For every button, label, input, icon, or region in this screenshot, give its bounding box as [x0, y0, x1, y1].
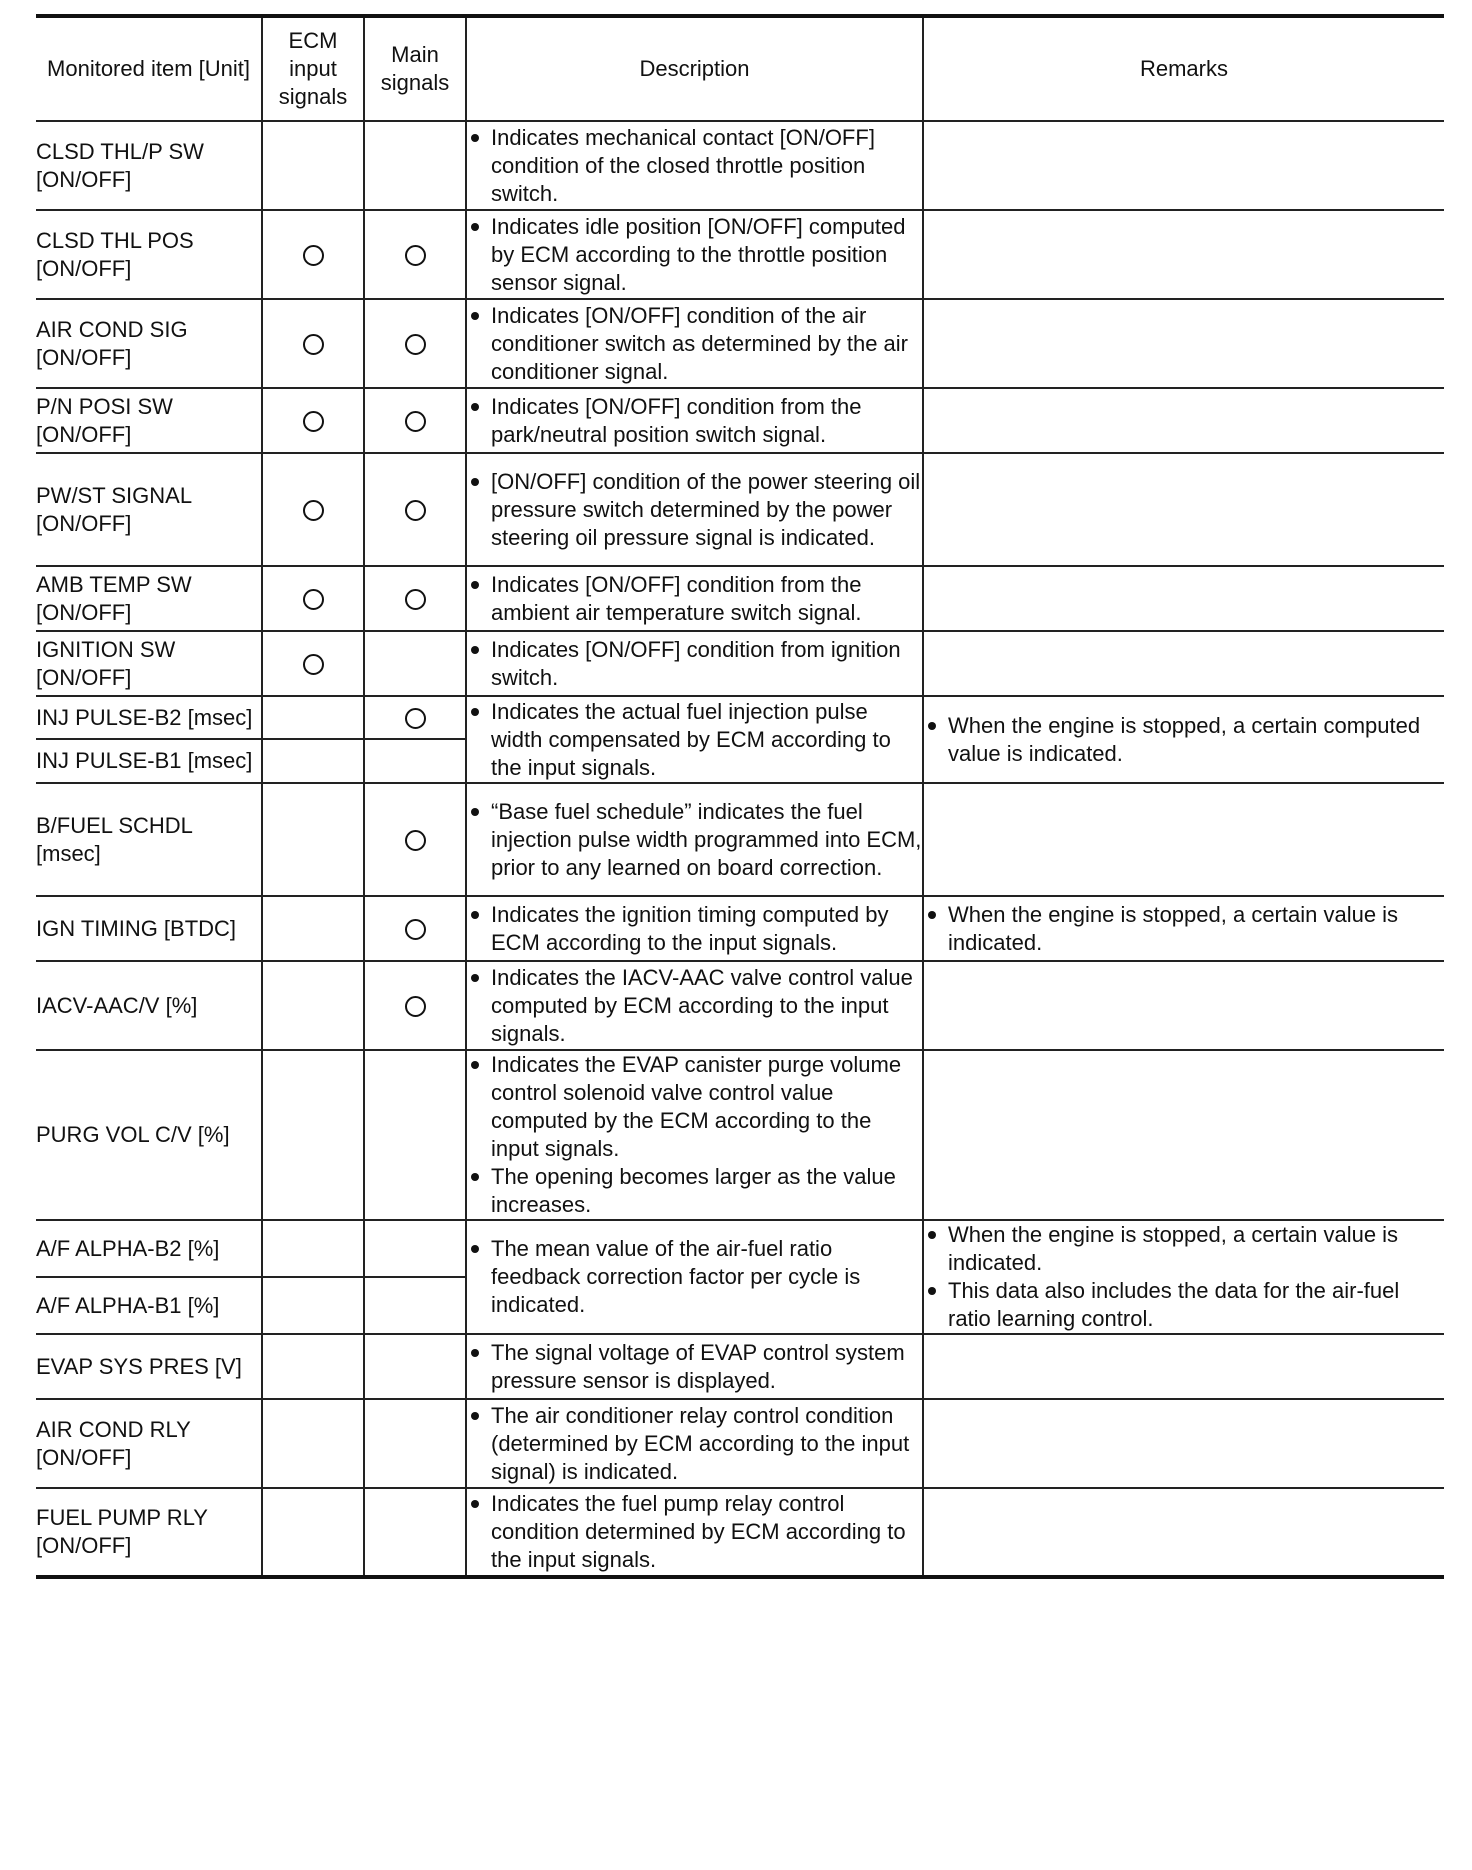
description-cell — [466, 1050, 923, 1220]
bullet-item: The signal voltage of EVAP control system pressure sensor is displayed. — [467, 1339, 922, 1395]
description-cell — [466, 1220, 923, 1334]
monitored-item-cell: EVAP SYS PRES [V] — [36, 1334, 262, 1399]
remarks-cell — [923, 631, 1444, 696]
description-cell — [466, 453, 923, 566]
circle-mark-icon — [405, 996, 426, 1017]
bullet-item: Indicates the EVAP canister purge volume control solenoid valve control value computed by the ECM according to the input signals. — [467, 1051, 922, 1163]
monitored-item-cell: PURG VOL C/V [%] — [36, 1050, 262, 1220]
remarks-cell — [923, 566, 1444, 631]
bullet-item: Indicates the fuel pump relay control condition determined by ECM according to the input signals. — [467, 1490, 922, 1574]
table-row — [36, 631, 1444, 696]
description-cell — [466, 566, 923, 631]
monitored-item-cell: INJ PULSE-B2 [msec] — [36, 696, 262, 739]
header-ecm-input-signals: ECM input signals — [262, 16, 364, 121]
description-cell-list — [467, 571, 922, 627]
bullet-item: When the engine is stopped, a certain value is indicated. — [924, 901, 1444, 957]
ecm-input-cell — [262, 388, 364, 453]
description-cell-list — [467, 901, 922, 957]
bullet-item: When the engine is stopped, a certain computed value is indicated. — [924, 712, 1444, 768]
remarks-cell — [923, 121, 1444, 210]
table-row — [36, 783, 1444, 896]
ecm-input-cell — [262, 783, 364, 896]
remarks-cell — [923, 1488, 1444, 1577]
remarks-cell — [923, 299, 1444, 388]
table-row — [36, 566, 1444, 631]
description-cell-list — [467, 964, 922, 1048]
bullet-item: Indicates [ON/OFF] condition from ignition switch. — [467, 636, 922, 692]
description-cell — [466, 961, 923, 1050]
bullet-item: Indicates [ON/OFF] condition from the ambient air temperature switch signal. — [467, 571, 922, 627]
bullet-item: “Base fuel schedule” indicates the fuel injection pulse width programmed into ECM, prior to any learned on board correction. — [467, 798, 922, 882]
monitored-item-cell: IGNITION SW [ON/OFF] — [36, 631, 262, 696]
bullet-item: Indicates [ON/OFF] condition from the park/neutral position switch signal. — [467, 393, 922, 449]
circle-mark-icon — [405, 919, 426, 940]
description-cell — [466, 783, 923, 896]
description-cell-list — [467, 1235, 922, 1319]
description-cell — [466, 631, 923, 696]
main-signal-cell — [364, 1399, 466, 1488]
header-main-signals: Main signals — [364, 16, 466, 121]
remarks-cell-list — [924, 1221, 1444, 1333]
main-signal-cell — [364, 1220, 466, 1277]
monitor-items-document — [36, 14, 1444, 1579]
circle-mark-icon — [405, 708, 426, 729]
circle-mark-icon — [303, 334, 324, 355]
table-row — [36, 696, 1444, 739]
ecm-input-cell — [262, 1277, 364, 1334]
bullet-item: The air conditioner relay control condition (determined by ECM according to the input signal) is indicated. — [467, 1402, 922, 1486]
description-cell-list — [467, 213, 922, 297]
ecm-input-cell — [262, 566, 364, 631]
remarks-cell — [923, 896, 1444, 961]
bullet-item: Indicates the actual fuel injection pulse width compensated by ECM according to the input signals. — [467, 698, 922, 782]
header-monitored-item: Monitored item [Unit] — [36, 16, 262, 121]
bullet-item: Indicates mechanical contact [ON/OFF] condition of the closed throttle position switch. — [467, 124, 922, 208]
main-signal-cell — [364, 961, 466, 1050]
circle-mark-icon — [405, 245, 426, 266]
description-cell — [466, 121, 923, 210]
ecm-input-cell — [262, 1334, 364, 1399]
description-cell-list — [467, 1402, 922, 1486]
remarks-cell — [923, 453, 1444, 566]
main-signal-cell — [364, 299, 466, 388]
circle-mark-icon — [405, 411, 426, 432]
ecm-input-cell — [262, 1399, 364, 1488]
main-signal-cell — [364, 1334, 466, 1399]
table-row — [36, 1399, 1444, 1488]
main-signal-cell — [364, 121, 466, 210]
main-signal-cell — [364, 739, 466, 783]
table-row — [36, 1050, 1444, 1220]
ecm-input-cell — [262, 299, 364, 388]
remarks-cell — [923, 1050, 1444, 1220]
table-row — [36, 1488, 1444, 1577]
table-row — [36, 299, 1444, 388]
monitored-item-cell: B/FUEL SCHDL [msec] — [36, 783, 262, 896]
monitored-item-cell: IACV-AAC/V [%] — [36, 961, 262, 1050]
bullet-item: Indicates the IACV-AAC valve control value computed by ECM according to the input signals. — [467, 964, 922, 1048]
ecm-input-cell — [262, 631, 364, 696]
description-cell-list — [467, 393, 922, 449]
main-signal-cell — [364, 1277, 466, 1334]
description-cell — [466, 1399, 923, 1488]
description-cell-list — [467, 1339, 922, 1395]
main-signal-cell — [364, 783, 466, 896]
table-row — [36, 1334, 1444, 1399]
monitored-items-table — [36, 14, 1444, 1579]
bullet-item: Indicates idle position [ON/OFF] computed by ECM according to the throttle position sensor signal. — [467, 213, 922, 297]
monitored-item-cell: CLSD THL POS [ON/OFF] — [36, 210, 262, 299]
monitored-item-cell: FUEL PUMP RLY [ON/OFF] — [36, 1488, 262, 1577]
main-signal-cell — [364, 896, 466, 961]
ecm-input-cell — [262, 696, 364, 739]
bullet-item: [ON/OFF] condition of the power steering oil pressure switch determined by the power steering oil pressure signal is indicated. — [467, 468, 922, 552]
description-cell — [466, 388, 923, 453]
monitored-item-cell: CLSD THL/P SW [ON/OFF] — [36, 121, 262, 210]
table-body — [36, 121, 1444, 1577]
monitored-item-cell: IGN TIMING [BTDC] — [36, 896, 262, 961]
ecm-input-cell — [262, 210, 364, 299]
description-cell-list — [467, 302, 922, 386]
monitored-item-cell: P/N POSI SW [ON/OFF] — [36, 388, 262, 453]
remarks-cell — [923, 388, 1444, 453]
description-cell-list — [467, 636, 922, 692]
ecm-input-cell — [262, 453, 364, 566]
circle-mark-icon — [303, 411, 324, 432]
circle-mark-icon — [405, 500, 426, 521]
monitored-item-cell: AIR COND RLY [ON/OFF] — [36, 1399, 262, 1488]
description-cell — [466, 1488, 923, 1577]
remarks-cell — [923, 210, 1444, 299]
table-row — [36, 121, 1444, 210]
circle-mark-icon — [303, 654, 324, 675]
table-row — [36, 210, 1444, 299]
bullet-item: The mean value of the air-fuel ratio feedback correction factor per cycle is indicated. — [467, 1235, 922, 1319]
remarks-cell — [923, 1220, 1444, 1334]
description-cell-list — [467, 468, 922, 552]
main-signal-cell — [364, 696, 466, 739]
header-row — [36, 16, 1444, 121]
description-cell — [466, 896, 923, 961]
circle-mark-icon — [303, 245, 324, 266]
bullet-item: Indicates [ON/OFF] condition of the air conditioner switch as determined by the air conditioner signal. — [467, 302, 922, 386]
main-signal-cell — [364, 566, 466, 631]
main-signal-cell — [364, 453, 466, 566]
description-cell — [466, 299, 923, 388]
remarks-cell — [923, 1334, 1444, 1399]
circle-mark-icon — [405, 334, 426, 355]
description-cell-list — [467, 698, 922, 782]
ecm-input-cell — [262, 896, 364, 961]
circle-mark-icon — [405, 589, 426, 610]
main-signal-cell — [364, 210, 466, 299]
description-cell-list — [467, 798, 922, 882]
remarks-cell — [923, 783, 1444, 896]
bullet-item: When the engine is stopped, a certain value is indicated. — [924, 1221, 1444, 1277]
description-cell-list — [467, 1051, 922, 1219]
ecm-input-cell — [262, 1488, 364, 1577]
remarks-cell-list — [924, 901, 1444, 957]
main-signal-cell — [364, 631, 466, 696]
bullet-item: The opening becomes larger as the value increases. — [467, 1163, 922, 1219]
circle-mark-icon — [303, 500, 324, 521]
ecm-input-cell — [262, 961, 364, 1050]
remarks-cell — [923, 961, 1444, 1050]
main-signal-cell — [364, 1488, 466, 1577]
monitored-item-cell: AMB TEMP SW [ON/OFF] — [36, 566, 262, 631]
table-row — [36, 896, 1444, 961]
monitored-item-cell: A/F ALPHA-B1 [%] — [36, 1277, 262, 1334]
remarks-cell — [923, 696, 1444, 783]
header-description: Description — [466, 16, 923, 121]
header-remarks: Remarks — [923, 16, 1444, 121]
remarks-cell — [923, 1399, 1444, 1488]
description-cell — [466, 1334, 923, 1399]
description-cell — [466, 696, 923, 783]
monitored-item-cell: INJ PULSE-B1 [msec] — [36, 739, 262, 783]
monitored-item-cell: AIR COND SIG [ON/OFF] — [36, 299, 262, 388]
description-cell — [466, 210, 923, 299]
monitored-item-cell: PW/ST SIGNAL [ON/OFF] — [36, 453, 262, 566]
bullet-item: Indicates the ignition timing computed by ECM according to the input signals. — [467, 901, 922, 957]
table-row — [36, 961, 1444, 1050]
table-row — [36, 388, 1444, 453]
circle-mark-icon — [405, 830, 426, 851]
ecm-input-cell — [262, 1050, 364, 1220]
main-signal-cell — [364, 1050, 466, 1220]
circle-mark-icon — [303, 589, 324, 610]
table-row — [36, 1220, 1444, 1277]
ecm-input-cell — [262, 1220, 364, 1277]
remarks-cell-list — [924, 712, 1444, 768]
ecm-input-cell — [262, 739, 364, 783]
bullet-item: This data also includes the data for the air-fuel ratio learning control. — [924, 1277, 1444, 1333]
ecm-input-cell — [262, 121, 364, 210]
monitored-item-cell: A/F ALPHA-B2 [%] — [36, 1220, 262, 1277]
description-cell-list — [467, 1490, 922, 1574]
main-signal-cell — [364, 388, 466, 453]
description-cell-list — [467, 124, 922, 208]
table-row — [36, 453, 1444, 566]
